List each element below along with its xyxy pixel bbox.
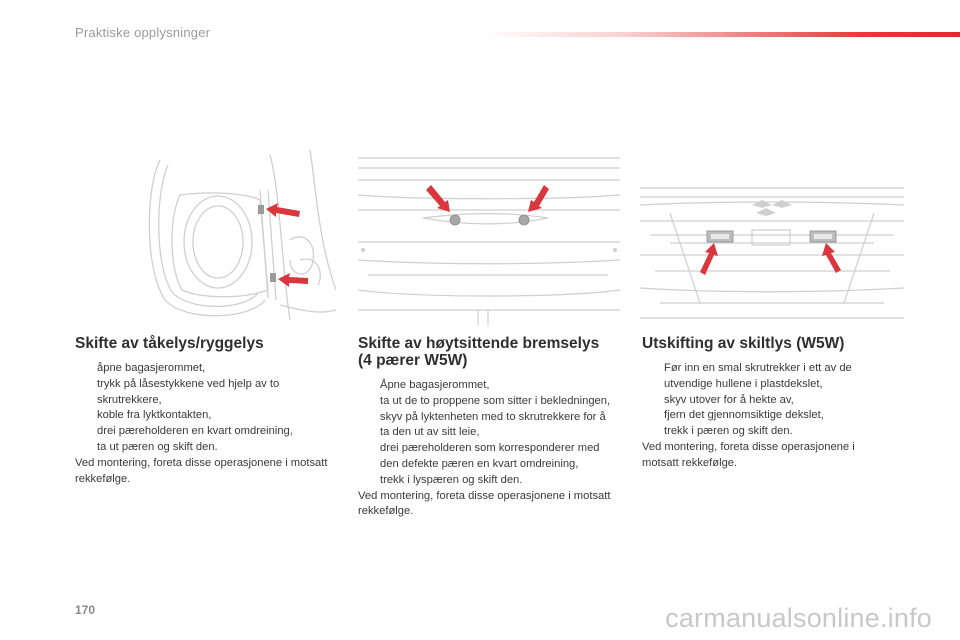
- list-item: Før inn en smal skrutrekker i ett av de utvendige hullene i plastdekslet,: [664, 362, 852, 390]
- red-arrow-icon: [278, 273, 308, 287]
- red-arrow-icon: [266, 203, 300, 217]
- list-item: åpne bagasjerommet,: [97, 362, 206, 374]
- step-list: [642, 361, 892, 440]
- list-item: trekk i pæren og skift den.: [664, 425, 793, 438]
- page-number: 170: [75, 603, 96, 617]
- assembly-note: Ved montering, foreta disse operasjonene i motsatt rekkefølge.: [642, 440, 855, 469]
- section-brake-light: [358, 335, 613, 520]
- brake-light-illustration: [358, 150, 620, 325]
- list-item: fjern det gjennomsiktige dekslet,: [664, 409, 824, 422]
- section-title: Utskifting av skiltlys (W5W): [642, 335, 845, 352]
- section-rear-lamp: [75, 335, 330, 487]
- assembly-note: Ved montering, foreta disse operasjonene i motsatt rekkefølge.: [358, 489, 611, 518]
- red-arrow-icon: [700, 243, 718, 275]
- section-plate-light: [642, 335, 892, 472]
- step-list: [358, 378, 613, 489]
- list-item: skyv på lyktenheten med to skrutrekkere for å ta den ut av sitt leie,: [380, 410, 606, 439]
- list-item: Åpne bagasjerommet,: [380, 379, 490, 391]
- list-item: drei pæreholderen som korresponderer med den defekte pæren en kvart omdreining,: [380, 442, 600, 470]
- assembly-note: Ved montering, foreta disse operasjonene i motsatt rekkefølge.: [75, 456, 328, 485]
- watermark: carmanualsonline.info: [665, 603, 932, 633]
- rear-lamp-illustration: [140, 150, 336, 325]
- header-accent-bar: [480, 32, 960, 37]
- list-item: ta ut de to proppene som sitter i bekledningen,: [380, 394, 611, 407]
- list-item: koble fra lyktkontakten,: [97, 409, 212, 422]
- red-arrow-icon: [822, 243, 841, 273]
- section-title: Skifte av høytsittende bremselys (4 pærer W5W): [358, 335, 600, 369]
- section-title: Skifte av tåkelys/ryggelys: [75, 335, 264, 352]
- page-header-title: Praktiske opplysninger: [75, 25, 211, 40]
- step-list: [75, 361, 330, 456]
- list-item: trykk på låsestykkene ved hjelp av to skrutrekkere,: [97, 377, 280, 406]
- plate-light-illustration: [640, 183, 904, 325]
- list-item: trekk i lyspæren og skift den.: [380, 473, 523, 486]
- list-item: ta ut pæren og skift den.: [97, 440, 218, 453]
- list-item: skyv utover for å hekte av,: [664, 393, 794, 406]
- list-item: drei pæreholderen en kvart omdreining,: [97, 425, 293, 438]
